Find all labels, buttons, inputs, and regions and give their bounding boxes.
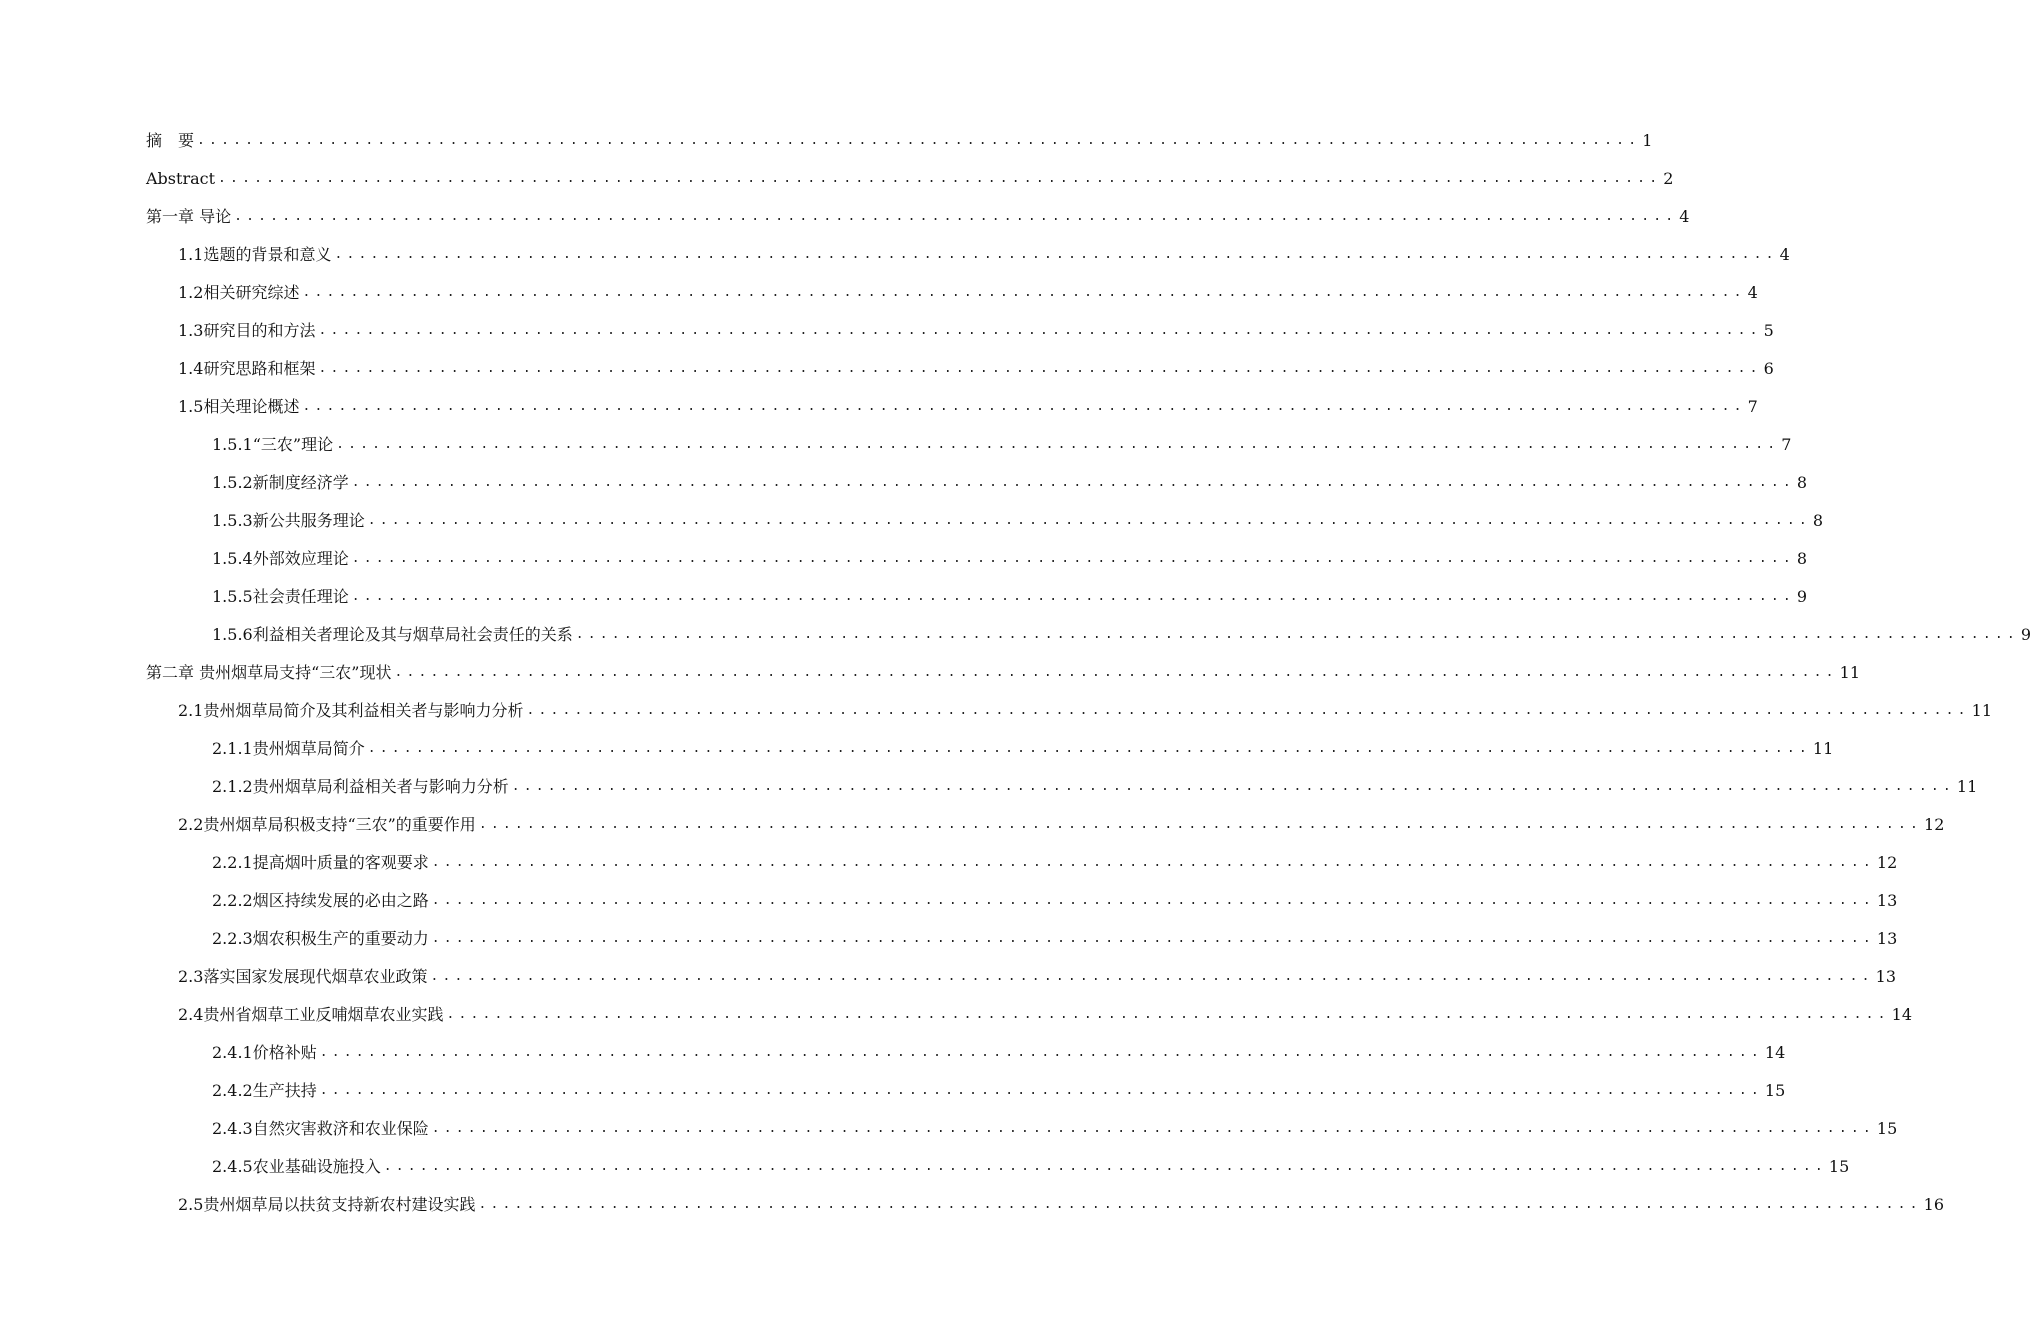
toc-entry — [146, 236, 1790, 274]
toc-entry-page: 13 — [1875, 967, 1897, 986]
toc-entry-page: 14 — [1891, 1005, 1913, 1024]
toc-entry — [146, 312, 1774, 350]
toc-dot-leader: ........................................................................................................................ — [302, 399, 1746, 414]
toc-entry — [146, 388, 1758, 426]
toc-entry-title: 1.5.4外部效应理论 — [212, 549, 349, 568]
toc-entry-title: Abstract — [146, 169, 216, 188]
toc-dot-leader: ........................................................................................................................ — [234, 209, 1678, 224]
toc-entry — [146, 806, 1945, 844]
toc-dot-leader: ........................................................................................................................ — [318, 323, 1762, 338]
toc-dot-leader: ........................................................................................................................ — [394, 665, 1838, 680]
toc-entry-title: 2.2贵州烟草局积极支持“三农”的重要作用 — [178, 815, 476, 834]
toc-entry-title: 2.1.2贵州烟草局利益相关者与影响力分析 — [212, 777, 509, 796]
toc-entry-title: 2.2.1提高烟叶质量的客观要求 — [212, 853, 429, 872]
toc-dot-leader: ........................................................................................................................ — [431, 855, 1875, 870]
toc-entry-page: 16 — [1923, 1195, 1945, 1214]
toc-entry-page: 13 — [1876, 891, 1898, 910]
toc-entry-title: 1.5.3新公共服务理论 — [212, 511, 365, 530]
toc-dot-leader: ........................................................................................................................ — [302, 285, 1746, 300]
toc-entry-page: 15 — [1828, 1157, 1850, 1176]
toc-dot-leader: ........................................................................................................................ — [351, 475, 1795, 490]
toc-dot-leader: ........................................................................................................................ — [478, 1197, 1922, 1212]
toc-entry — [146, 616, 2031, 654]
toc-dot-leader: ........................................................................................................................ — [319, 1045, 1763, 1060]
toc-entry-page: 8 — [1812, 511, 1824, 530]
toc-entry-page: 15 — [1764, 1081, 1786, 1100]
toc-entry-page: 14 — [1764, 1043, 1786, 1062]
toc-entry-page: 7 — [1747, 397, 1758, 416]
toc-entry-title: 1.5.6利益相关者理论及其与烟草局社会责任的关系 — [212, 625, 573, 644]
toc-entry-page: 11 — [1956, 777, 1978, 796]
toc-entry-page: 4 — [1779, 245, 1790, 264]
toc-entry-title: 2.2.3烟农积极生产的重要动力 — [212, 929, 429, 948]
toc-dot-leader: ........................................................................................................................ — [431, 931, 1875, 946]
toc-dot-leader: ........................................................................................................................ — [446, 1007, 1890, 1022]
toc-entry-title: 第一章 导论 — [146, 207, 232, 226]
toc-dot-leader: ........................................................................................................................ — [575, 627, 2019, 642]
toc-entry — [146, 1148, 1850, 1186]
toc-entry-title: 1.2相关研究综述 — [178, 283, 300, 302]
toc-entry-page: 4 — [1679, 207, 1690, 226]
toc-dot-leader: ........................................................................................................................ — [431, 1121, 1875, 1136]
toc-entry-page: 9 — [1796, 587, 1808, 606]
toc-dot-leader: ........................................................................................................................ — [336, 437, 1780, 452]
toc-entry — [146, 540, 1808, 578]
toc-entry — [146, 996, 1913, 1034]
toc-entry-title: 2.1.1贵州烟草局简介 — [212, 739, 365, 758]
toc-dot-leader: ........................................................................................................................ — [526, 703, 1970, 718]
toc-entry-page: 4 — [1747, 283, 1758, 302]
toc-dot-leader: ........................................................................................................................ — [351, 589, 1795, 604]
toc-dot-leader: ........................................................................................................................ — [367, 741, 1811, 756]
toc-dot-leader: ........................................................................................................................ — [511, 779, 1955, 794]
toc-dot-leader: ........................................................................................................................ — [351, 551, 1795, 566]
toc-entry-title: 1.3研究目的和方法 — [178, 321, 316, 340]
toc-entry — [146, 768, 1978, 806]
toc-entry-page: 8 — [1796, 549, 1808, 568]
toc-entry-page: 6 — [1763, 359, 1774, 378]
toc-entry — [146, 920, 1898, 958]
toc-entry-title: 1.5相关理论概述 — [178, 397, 300, 416]
toc-dot-leader: ........................................................................................................................ — [218, 171, 1662, 186]
toc-entry — [146, 730, 1834, 768]
toc-entry — [146, 1110, 1898, 1148]
toc-entry-page: 11 — [1839, 663, 1861, 682]
toc-entry-page: 5 — [1763, 321, 1774, 340]
toc-entry-page: 2 — [1663, 169, 1674, 188]
toc-entry — [146, 1034, 1786, 1072]
toc-entry — [146, 882, 1898, 920]
toc-entry-title: 2.4.5农业基础设施投入 — [212, 1157, 381, 1176]
toc-dot-leader: ........................................................................................................................ — [197, 133, 1641, 148]
toc-entry-title: 1.5.5社会责任理论 — [212, 587, 349, 606]
toc-entry — [146, 1072, 1786, 1110]
toc-dot-leader: ........................................................................................................................ — [367, 513, 1811, 528]
toc-entry-page: 12 — [1924, 815, 1945, 834]
toc-entry-title: 2.4.2生产扶持 — [212, 1081, 317, 1100]
toc-entry-title: 2.4.3自然灾害救济和农业保险 — [212, 1119, 429, 1138]
toc-entry — [146, 958, 1897, 996]
toc-dot-leader: ........................................................................................................................ — [478, 817, 1923, 832]
toc-entry — [146, 844, 1898, 882]
toc-entry — [146, 1186, 1945, 1224]
toc-entry — [146, 160, 1674, 198]
toc-entry-page: 1 — [1642, 131, 1653, 150]
toc-entry — [146, 198, 1690, 236]
toc-entry — [146, 654, 1861, 692]
toc-entry-page: 9 — [2020, 625, 2031, 644]
toc-entry — [146, 464, 1808, 502]
toc-entry-title: 2.3落实国家发展现代烟草农业政策 — [178, 967, 428, 986]
toc-entry — [146, 692, 1993, 730]
toc-entry-title: 2.2.2烟区持续发展的必由之路 — [212, 891, 429, 910]
toc-entry — [146, 502, 1824, 540]
toc-entry-title: 1.1选题的背景和意义 — [178, 245, 332, 264]
toc-entry-page: 11 — [1812, 739, 1834, 758]
toc-dot-leader: ........................................................................................................................ — [430, 969, 1874, 984]
toc-entry-title: 1.5.2新制度经济学 — [212, 473, 349, 492]
toc-dot-leader: ........................................................................................................................ — [383, 1159, 1827, 1174]
toc-entry-page: 13 — [1876, 929, 1898, 948]
toc-entry — [146, 350, 1774, 388]
toc-entry — [146, 426, 1792, 464]
toc-dot-leader: ........................................................................................................................ — [319, 1083, 1763, 1098]
toc-entry-title: 1.5.1“三农”理论 — [212, 435, 334, 454]
toc-entry — [146, 122, 1653, 160]
toc-entry — [146, 578, 1808, 616]
toc-entry-page: 15 — [1876, 1119, 1898, 1138]
toc-entry-title: 1.4研究思路和框架 — [178, 359, 316, 378]
toc-entry-page: 12 — [1876, 853, 1898, 872]
toc-dot-leader: ........................................................................................................................ — [334, 247, 1778, 262]
toc-entry — [146, 274, 1758, 312]
toc-entry-title: 第二章 贵州烟草局支持“三农”现状 — [146, 663, 392, 682]
toc-entry-page: 8 — [1796, 473, 1808, 492]
toc-entry-title: 摘 要 — [146, 131, 195, 150]
toc-entry-page: 11 — [1971, 701, 1993, 720]
table-of-contents — [146, 122, 2031, 1224]
toc-entry-title: 2.4贵州省烟草工业反哺烟草农业实践 — [178, 1005, 444, 1024]
toc-entry-title: 2.5贵州烟草局以扶贫支持新农村建设实践 — [178, 1195, 476, 1214]
toc-dot-leader: ........................................................................................................................ — [431, 893, 1875, 908]
toc-entry-page: 7 — [1781, 435, 1792, 454]
toc-dot-leader: ........................................................................................................................ — [318, 361, 1762, 376]
toc-entry-title: 2.4.1价格补贴 — [212, 1043, 317, 1062]
toc-entry-title: 2.1贵州烟草局简介及其利益相关者与影响力分析 — [178, 701, 524, 720]
